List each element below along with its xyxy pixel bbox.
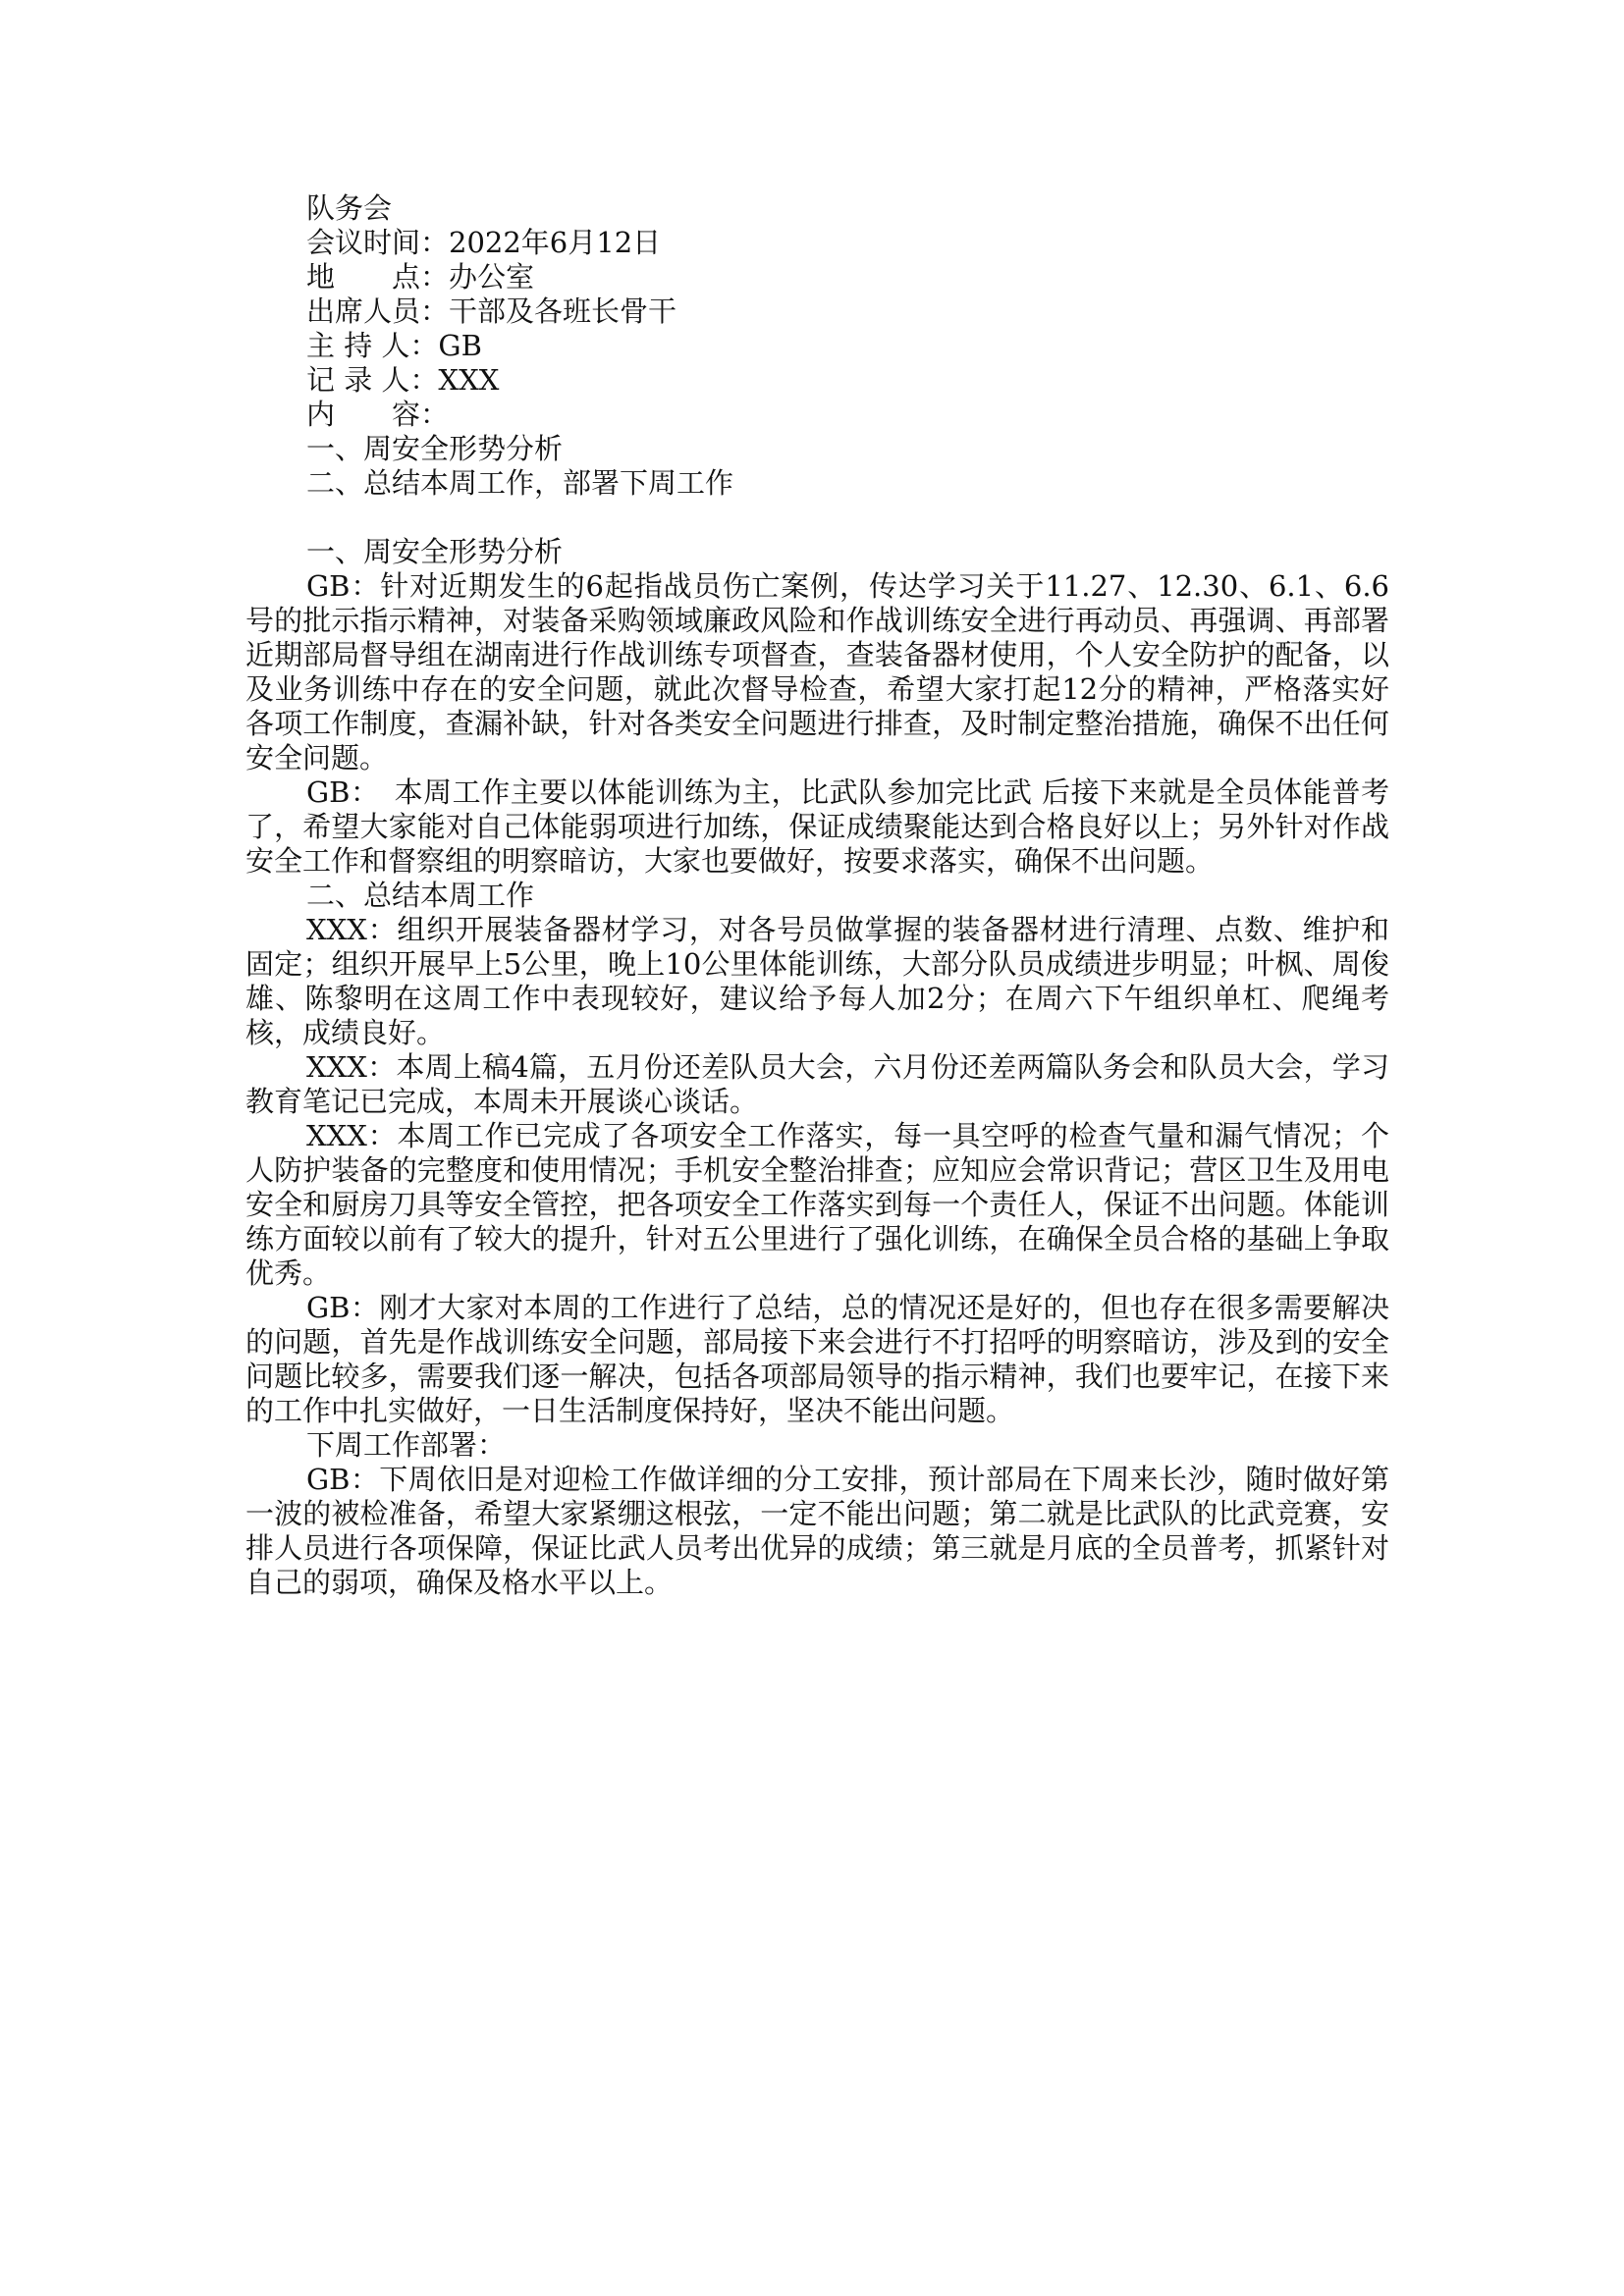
paragraph: GB： 本周工作主要以体能训练为主，比武队参加完比武 后接下来就是全员体能普考了，希望大家能对自己体能弱项进行加练，保证成绩聚能达到合格良好以上；另外针对作战安全工作和督察组的明察暗访，大家也要做好，按要求落实，确保不出问题。	[245, 775, 1389, 878]
meeting-place: 地 点：办公室	[306, 260, 535, 294]
agenda-item: 二、总结本周工作，部署下周工作	[306, 466, 734, 500]
paragraph: XXX：组织开展装备器材学习，对各号员做掌握的装备器材进行清理、点数、维护和固定；组织开展早上5公里，晚上10公里体能训练，大部分队员成绩进步明显；叶枫、周俊雄、陈黎明在这周工作中表现较好，建议给予每人加2分；在周六下午组织单杠、爬绳考核，成绩良好。	[245, 913, 1389, 1049]
paragraph: XXX：本周上稿4篇，五月份还差队员大会，六月份还差两篇队务会和队员大会，学习教育笔记已完成，本周未开展谈心谈话。	[245, 1050, 1389, 1118]
blank-line	[245, 501, 1389, 535]
section-heading: 一、周安全形势分析	[306, 535, 564, 568]
document-body	[245, 191, 1389, 1600]
meeting-recorder: 记 录 人：XXX	[306, 363, 500, 397]
document-title: 队务会	[306, 191, 393, 225]
paragraph: XXX：本周工作已完成了各项安全工作落实，每一具空呼的检查气量和漏气情况；个人防护装备的完整度和使用情况；手机安全整治排查；应知应会常识背记；营区卫生及用电安全和厨房刀具等安全管控，把各项安全工作落实到每一个责任人，保证不出问题。体能训练方面较以前有了较大的提升，针对五公里进行了强化训练，在确保全员合格的基础上争取优秀。	[245, 1119, 1389, 1290]
meeting-attendees: 出席人员：干部及各班长骨干	[306, 294, 677, 328]
section-heading: 二、总结本周工作	[306, 879, 535, 912]
meeting-time: 会议时间：2022年6月12日	[306, 226, 662, 259]
meeting-host: 主 持 人：GB	[306, 329, 482, 362]
agenda-item: 一、周安全形势分析	[306, 432, 564, 465]
meeting-content-label: 内 容：	[306, 398, 450, 431]
paragraph: GB：刚才大家对本周的工作进行了总结，总的情况还是好的，但也存在很多需要解决的问题，首先是作战训练安全问题，部局接下来会进行不打招呼的明察暗访，涉及到的安全问题比较多，需要我们逐一解决，包括各项部局领导的指示精神，我们也要牢记，在接下来的工作中扎实做好，一日生活制度保持好，坚决不能出问题。	[245, 1291, 1389, 1427]
paragraph: GB：针对近期发生的6起指战员伤亡案例，传达学习关于11.27、12.30、6.1、6.6号的批示指示精神，对装备采购领域廉政风险和作战训练安全进行再动员、再强调、再部署近期部局督导组在湖南进行作战训练专项督查，查装备器材使用，个人安全防护的配备，以及业务训练中存在的安全问题，就此次督导检查，希望大家打起12分的精神，严格落实好各项工作制度，查漏补缺，针对各类安全问题进行排查，及时制定整治措施，确保不出任何安全问题。	[245, 569, 1389, 774]
paragraph: GB：下周依旧是对迎检工作做详细的分工安排，预计部局在下周来长沙，随时做好第一波的被检准备，希望大家紧绷这根弦，一定不能出问题；第二就是比武队的比武竞赛，安排人员进行各项保障，保证比武人员考出优异的成绩；第三就是月底的全员普考，抓紧针对自己的弱项，确保及格水平以上。	[245, 1463, 1389, 1599]
section-heading: 下周工作部署：	[306, 1428, 507, 1462]
